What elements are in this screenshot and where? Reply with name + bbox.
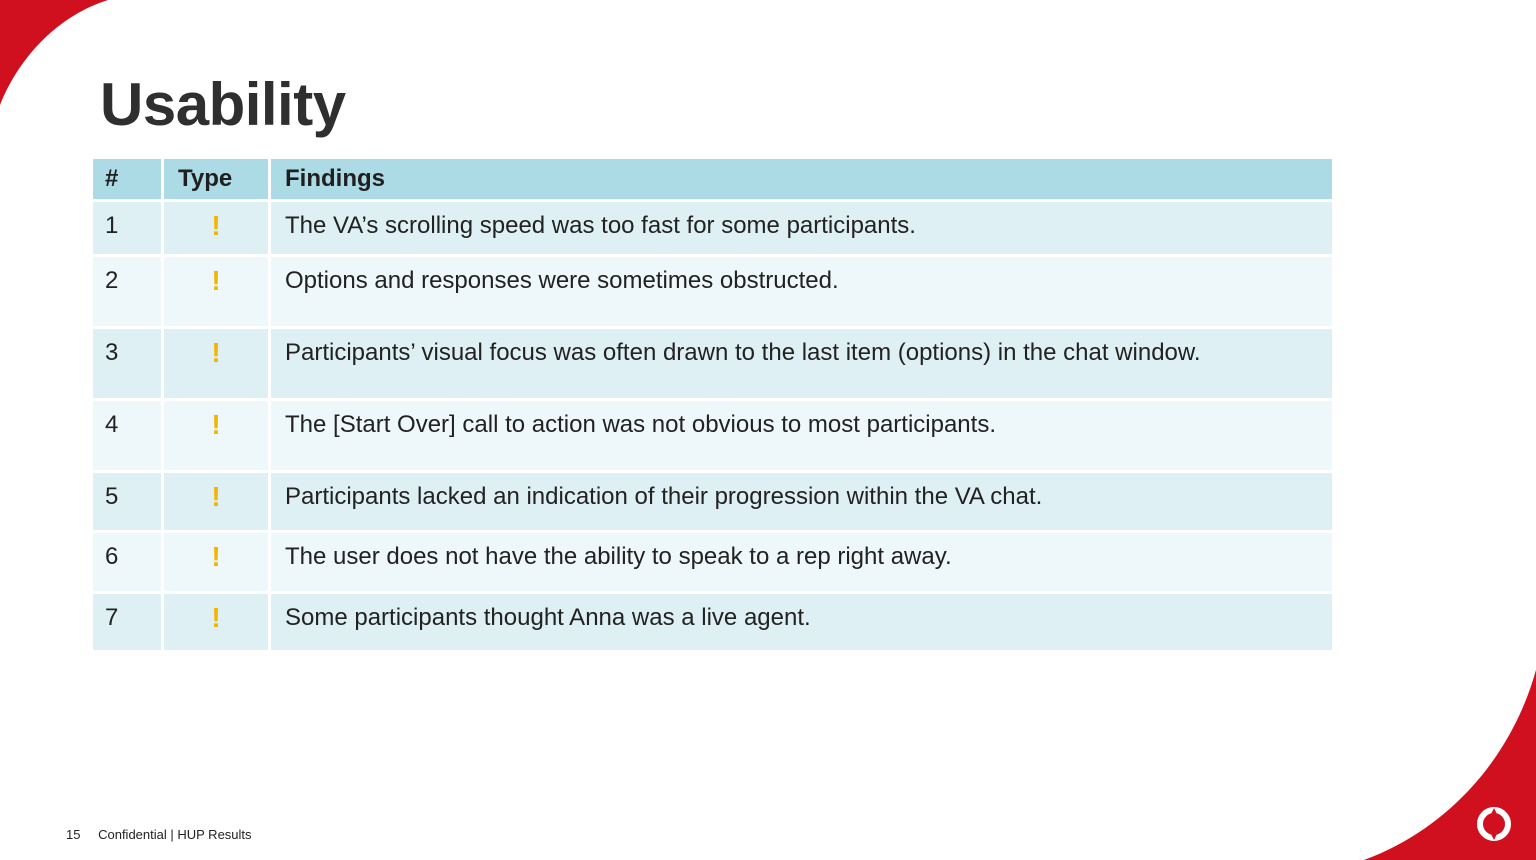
row-number: 4: [93, 401, 161, 470]
finding-text: Participants’ visual focus was often drawn to the last item (options) in the chat window.: [271, 329, 1332, 398]
header-num: #: [93, 159, 161, 199]
row-number: 3: [93, 329, 161, 398]
row-number: 6: [93, 533, 161, 591]
row-number: 2: [93, 257, 161, 326]
warning-icon: !: [164, 329, 268, 398]
findings-table: [90, 156, 1335, 653]
table-row: [93, 202, 1332, 254]
table-row: [93, 473, 1332, 530]
table-row: [93, 533, 1332, 591]
row-number: 5: [93, 473, 161, 530]
warning-icon: !: [164, 401, 268, 470]
warning-icon: !: [164, 473, 268, 530]
row-number: 1: [93, 202, 161, 254]
table-row: [93, 257, 1332, 326]
warning-icon: !: [164, 257, 268, 326]
footer-label: Confidential | HUP Results: [98, 827, 252, 842]
page-number: 15: [66, 827, 81, 842]
warning-icon: !: [164, 533, 268, 591]
table-row: [93, 594, 1332, 650]
header-findings: Findings: [271, 159, 1332, 199]
warning-icon: !: [164, 594, 268, 650]
footer: [66, 827, 252, 842]
page-title: Usability: [100, 71, 346, 138]
row-number: 7: [93, 594, 161, 650]
finding-text: The VA’s scrolling speed was too fast for some participants.: [271, 202, 1332, 254]
finding-text: The user does not have the ability to speak to a rep right away.: [271, 533, 1332, 591]
table-row: [93, 401, 1332, 470]
finding-text: Some participants thought Anna was a live agent.: [271, 594, 1332, 650]
warning-icon: !: [164, 202, 268, 254]
finding-text: Participants lacked an indication of their progression within the VA chat.: [271, 473, 1332, 530]
brand-logo-icon: [1474, 804, 1514, 844]
table-row: [93, 329, 1332, 398]
finding-text: The [Start Over] call to action was not obvious to most participants.: [271, 401, 1332, 470]
finding-text: Options and responses were sometimes obstructed.: [271, 257, 1332, 326]
header-type: Type: [164, 159, 268, 199]
table-header-row: [93, 159, 1332, 199]
